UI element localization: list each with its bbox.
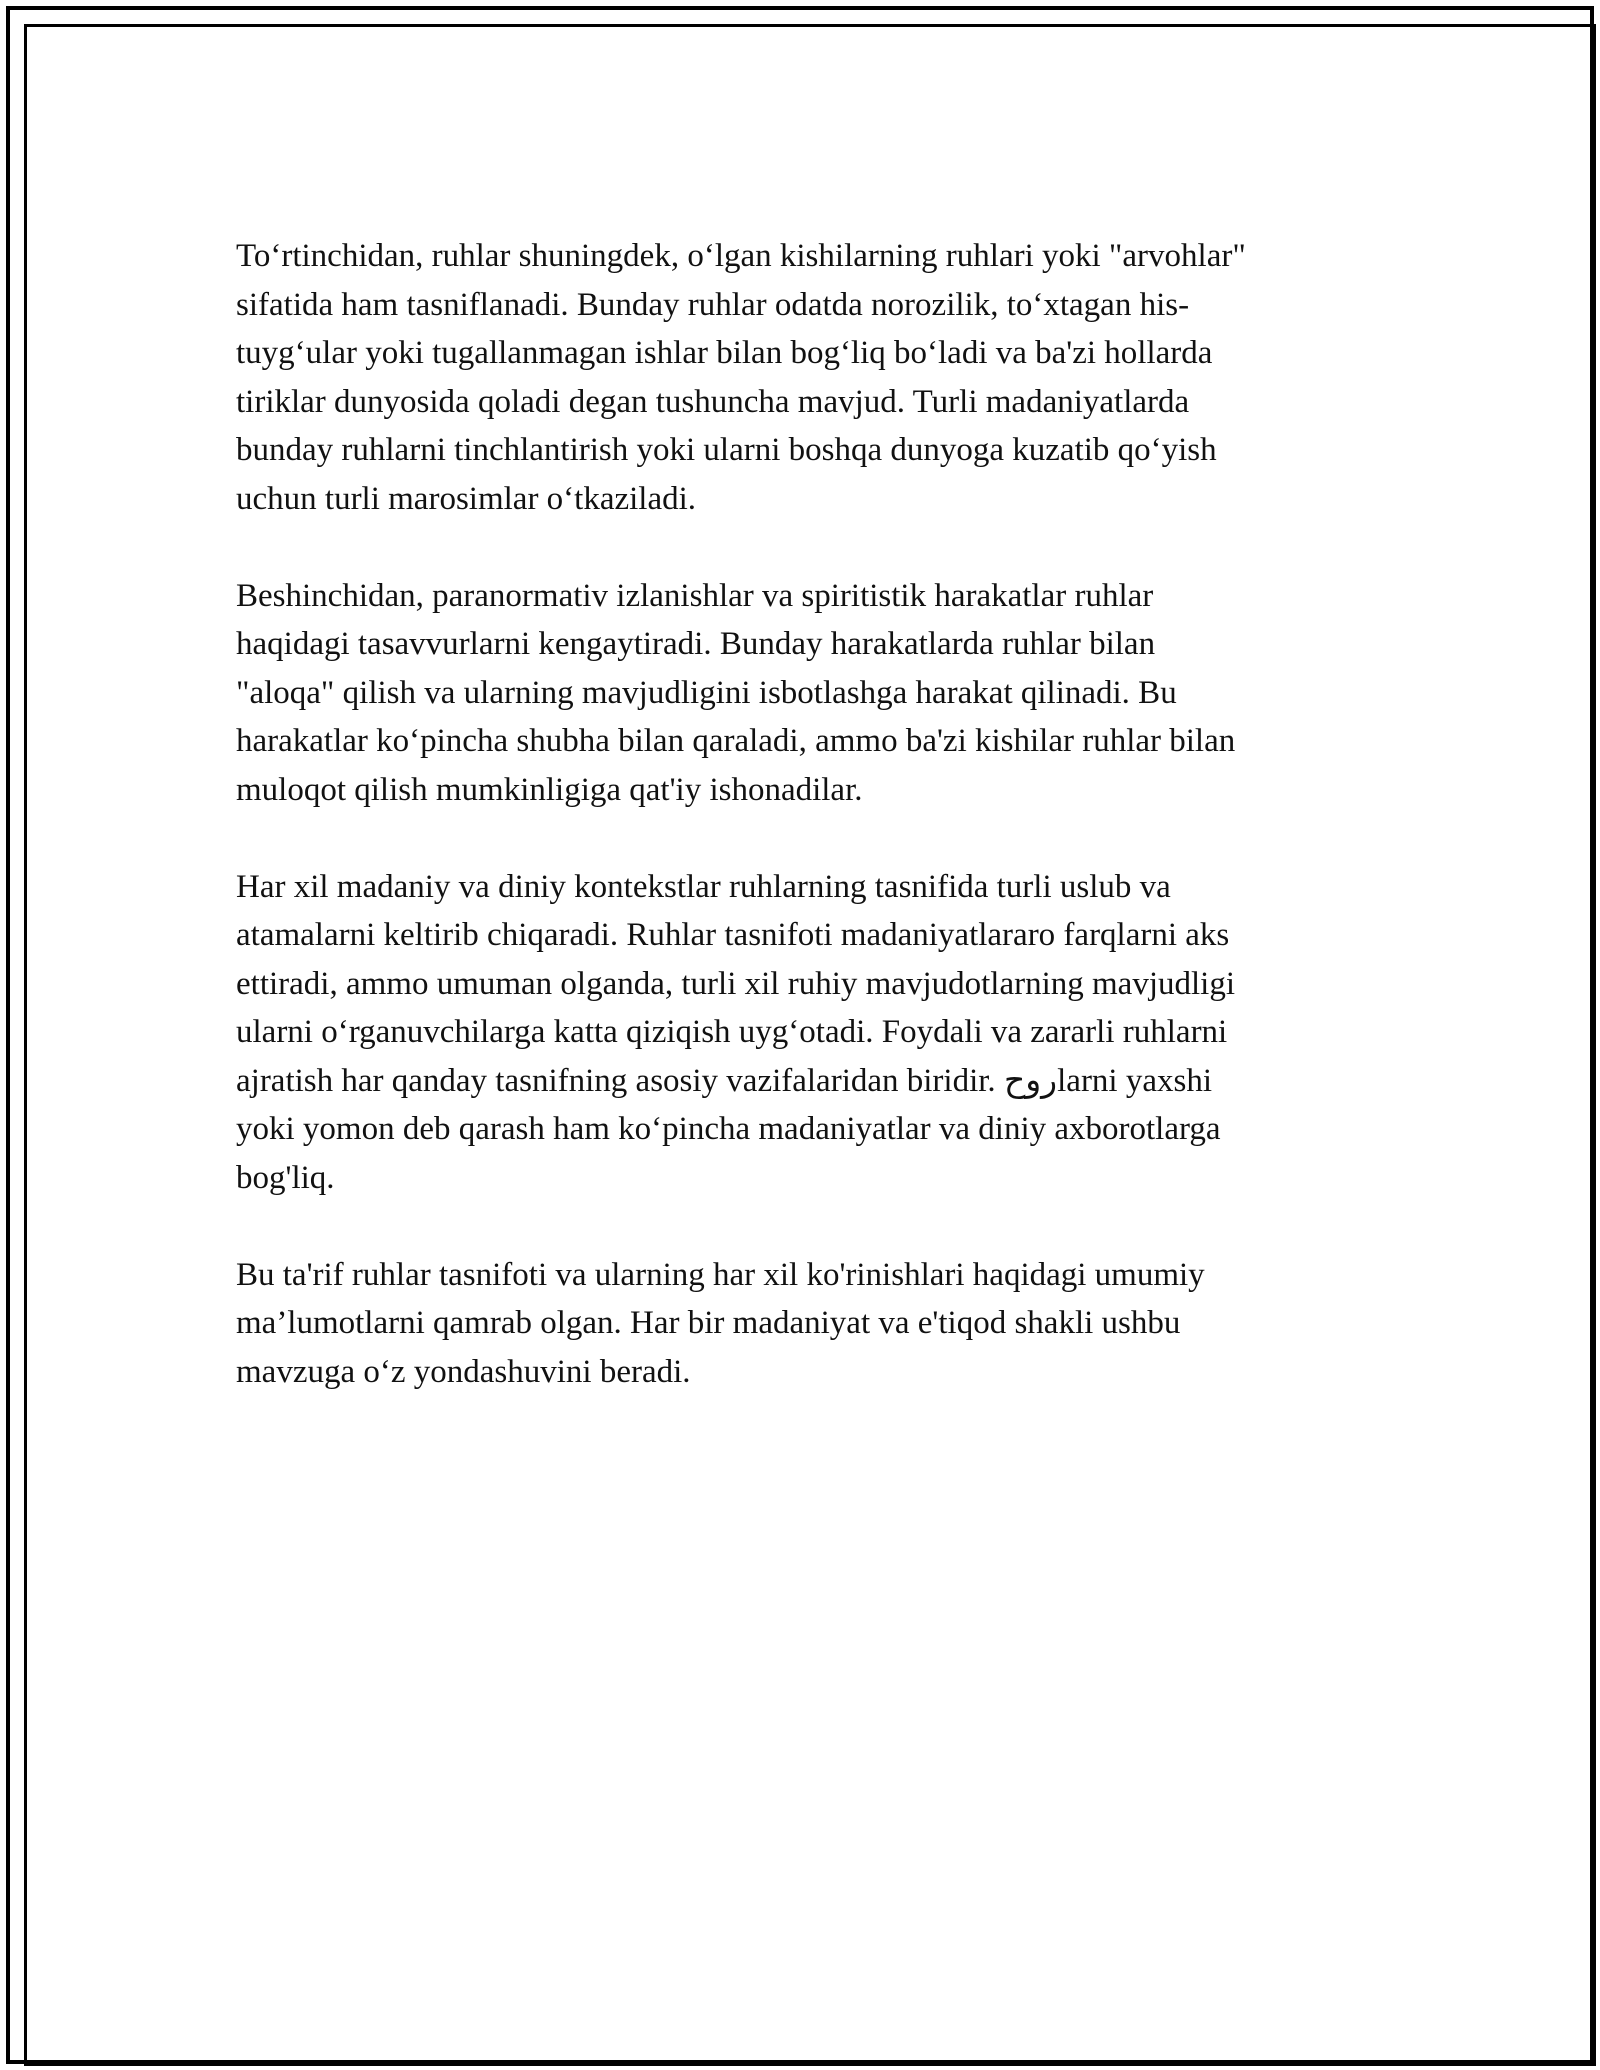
document-body [236,232,1366,1445]
paragraph-1: To‘rtinchidan, ruhlar shuningdek, o‘lgan kishilarning ruhlari yoki "arvohlar" sifatida ham tasniflanadi. Bunday ruhlar odatda norozilik, to‘xtagan his- tuyg‘ular yoki tugallanmagan ishlar bilan bog‘liq bo‘ladi va ba'zi hollarda tiriklar dunyosida qoladi degan tushuncha mavjud. Turli madaniyatlarda bunday ruhlarni tinchlantirish yoki ularni boshqa dunyoga kuzatib qo‘yish uchun turli marosimlar o‘tkaziladi. [236,238,1246,517]
paragraph-4: Bu ta'rif ruhlar tasnifoti va ularning har xil ko'rinishlari haqidagi umumiy ma’lumotlarni qamrab olgan. Har bir madaniyat va e'tiqod shakli ushbu mavzuga o‘z yondashuvini beradi. [236,1256,1205,1390]
paragraph-3: Har xil madaniy va diniy kontekstlar ruhlarning tasnifida turli uslub va atamalarni keltirib chiqaradi. Ruhlar tasnifoti madaniyatlararo farqlarni aks ettiradi, ammo umuman olganda, turli xil ruhiy mavjudotlarning mavjudligi ularni o‘rganuvchilarga katta qiziqish uyg‘otadi. Foydali va zararli ruhlarni ajratish har qanday tasnifning asosiy vazifalaridan biridir. روحlarni yaxshi yoki yomon deb qarash ham ko‘pincha madaniyatlar va diniy axborotlarga bog'liq. [236,868,1235,1196]
paragraph-2: Beshinchidan, paranormativ izlanishlar va spiritistik harakatlar ruhlar haqidagi tasavvurlarni kengaytiradi. Bunday harakatlarda ruhlar bilan "aloqa" qilish va ularning mavjudligini isbotlashga harakat qilinadi. Bu harakatlar ko‘pincha shubha bilan qaraladi, ammo ba'zi kishilar ruhlar bilan muloqot qilish mumkinligiga qat'iy ishonadilar. [236,577,1236,808]
